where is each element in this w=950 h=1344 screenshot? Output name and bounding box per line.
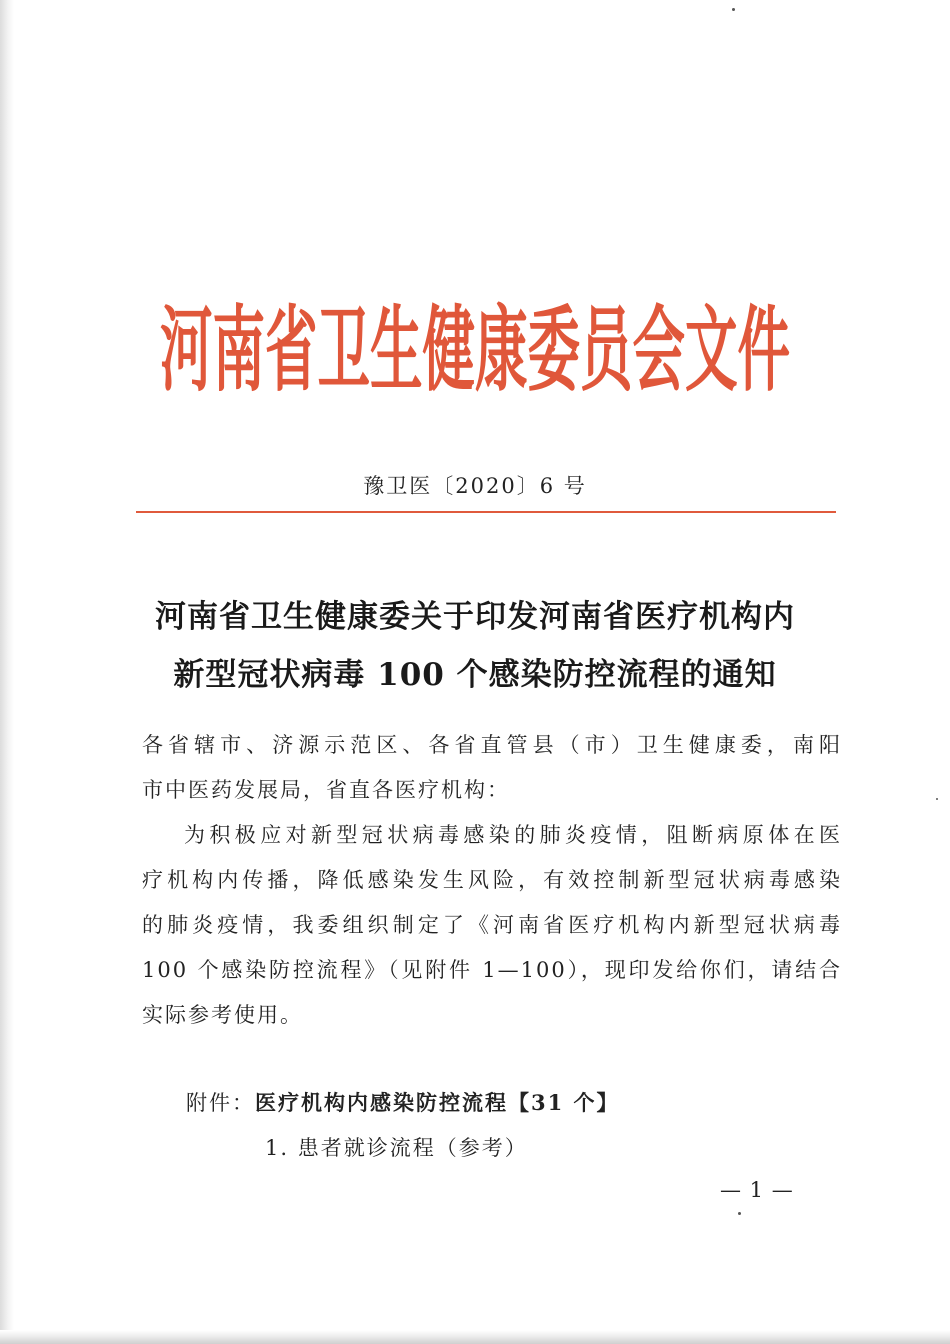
addressee-line-1: 各省辖市、济源示范区、各省直管县（市）卫生健康委，南阳: [142, 733, 842, 757]
body-line-4: 100 个感染防控流程》（见附件 1—100），现印发给你们，请结合: [142, 958, 842, 982]
scan-speck: [936, 798, 938, 800]
notice-title: [100, 588, 850, 704]
body-line-1: 为积极应对新型冠状病毒感染的肺炎疫情，阻断病原体在医: [184, 823, 842, 847]
attachment-label: 附件：: [186, 1091, 255, 1115]
body-line-2: 疗机构内传播，降低感染发生风险，有效控制新型冠状病毒感染: [142, 868, 842, 892]
body-line-5: 实际参考使用。: [142, 1003, 303, 1027]
notice-title-line-2: 新型冠状病毒 100 个感染防控流程的通知: [173, 657, 777, 693]
scan-speck: [738, 1212, 741, 1215]
attachment-header: [186, 1083, 620, 1123]
scan-edge-bottom: [0, 1330, 950, 1344]
red-separator-rule: [136, 511, 836, 513]
attachment-item-1: 1. 患者就诊流程（参考）: [265, 1136, 528, 1160]
masthead-title: 河南省卫生健康委员会文件: [160, 296, 790, 405]
scan-speck: [732, 8, 735, 11]
body-line-3: 的肺炎疫情，我委组织制定了《河南省医疗机构内新型冠状病毒: [142, 913, 842, 937]
document-number: 豫卫医〔2020〕6 号: [363, 474, 587, 498]
addressee-line-2: 市中医药发展局，省直各医疗机构：: [142, 778, 510, 802]
page-number: — 1 —: [720, 1178, 794, 1202]
masthead-title-svg: [150, 270, 800, 410]
attachment-heading: 医疗机构内感染防控流程【31 个】: [255, 1090, 620, 1115]
scan-edge-left: [0, 0, 14, 1344]
notice-title-line-1: 河南省卫生健康委关于印发河南省医疗机构内: [155, 599, 795, 635]
masthead: [150, 270, 800, 410]
